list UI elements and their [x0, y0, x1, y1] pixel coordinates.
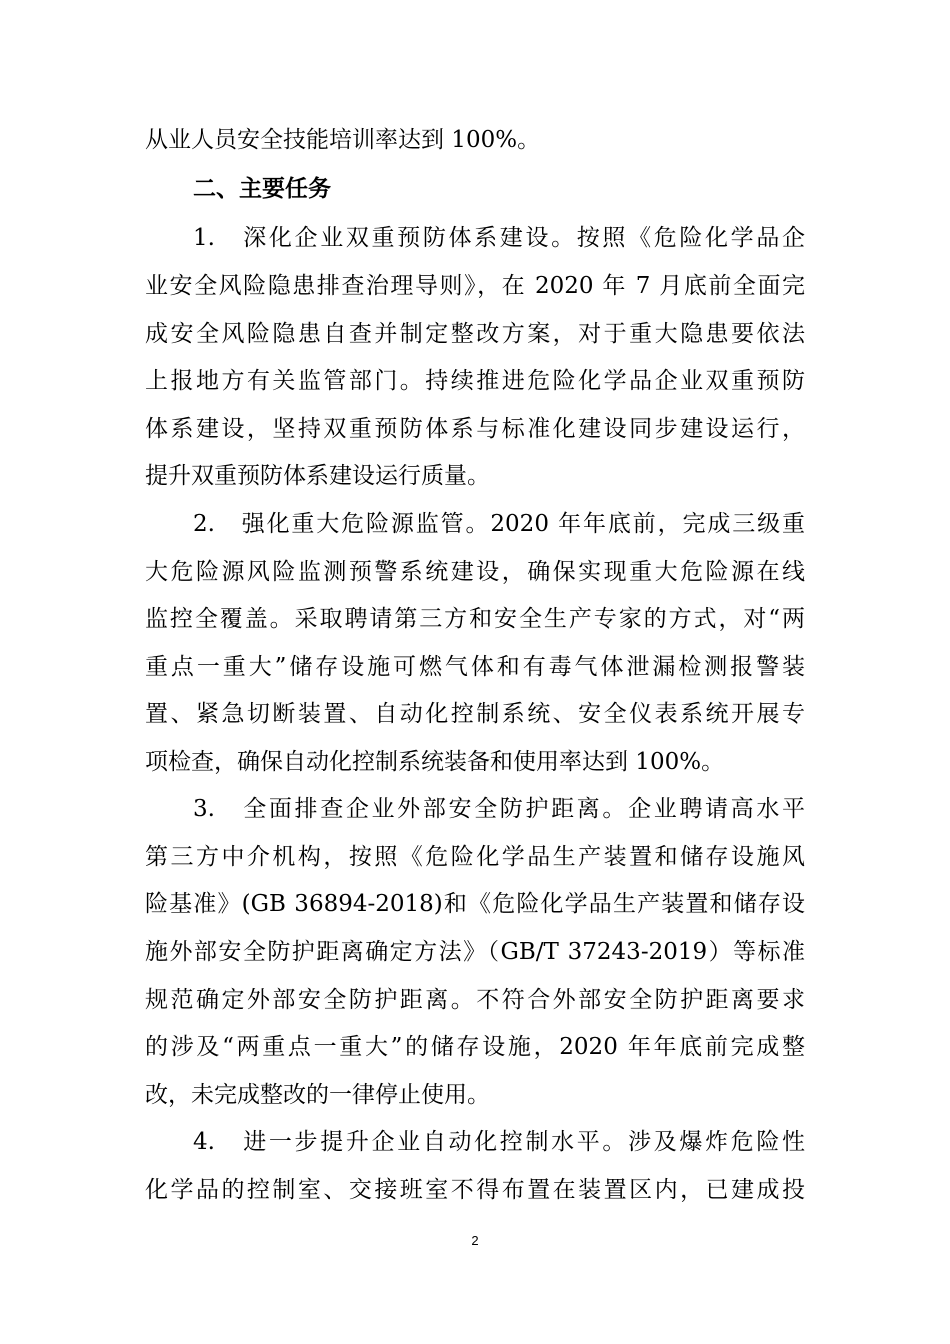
text-line: 3. 全面排查企业外部安全防护距离。企业聘请高水平 — [193, 796, 805, 822]
text-line: 规范确定外部安全防护距离。不符合外部安全防护距离要求 — [145, 987, 805, 1013]
text-line: 置、紧急切断装置、自动化控制系统、安全仪表系统开展专 — [145, 701, 805, 727]
text-line: 监控全覆盖。采取聘请第三方和安全生产专家的方式，对“两 — [145, 606, 805, 632]
text-line: 改，未完成整改的一律停止使用。 — [145, 1082, 490, 1108]
text-line: 项检查，确保自动化控制系统装备和使用率达到 100%。 — [145, 749, 725, 775]
text-line: 大危险源风险监测预警系统建设，确保实现重大危险源在线 — [145, 559, 805, 585]
text-line: 险基准》(GB 36894-2018)和《危险化学品生产装置和储存设 — [145, 891, 805, 917]
text-line: 4. 进一步提升企业自动化控制水平。涉及爆炸危险性 — [193, 1129, 805, 1155]
text-line: 的涉及“两重点一重大”的储存设施，2020 年年底前完成整 — [145, 1034, 805, 1060]
text-line: 业安全风险隐患排查治理导则》，在 2020 年 7 月底前全面完 — [145, 273, 805, 299]
text-line: 第三方中介机构，按照《危险化学品生产装置和储存设施风 — [145, 844, 805, 870]
section-heading: 二、主要任务 — [193, 176, 331, 202]
page-number: 2 — [471, 1233, 479, 1248]
text-line: 提升双重预防体系建设运行质量。 — [145, 463, 490, 489]
text-line: 从业人员安全技能培训率达到 100%。 — [145, 127, 541, 153]
text-line: 化学品的控制室、交接班室不得布置在装置区内，已建成投 — [145, 1177, 805, 1203]
text-line: 体系建设，坚持双重预防体系与标准化建设同步建设运行， — [145, 416, 805, 442]
text-line: 上报地方有关监管部门。持续推进危险化学品企业双重预防 — [145, 368, 805, 394]
text-line: 成安全风险隐患自查并制定整改方案，对于重大隐患要依法 — [145, 321, 805, 347]
text-line: 重点一重大”储存设施可燃气体和有毒气体泄漏检测报警装 — [145, 654, 805, 680]
text-line: 施外部安全防护距离确定方法》（GB/T 37243-2019）等标准 — [145, 939, 805, 965]
text-line: 2. 强化重大危险源监管。2020 年年底前，完成三级重 — [193, 511, 805, 537]
text-line: 1. 深化企业双重预防体系建设。按照《危险化学品企 — [193, 225, 805, 251]
